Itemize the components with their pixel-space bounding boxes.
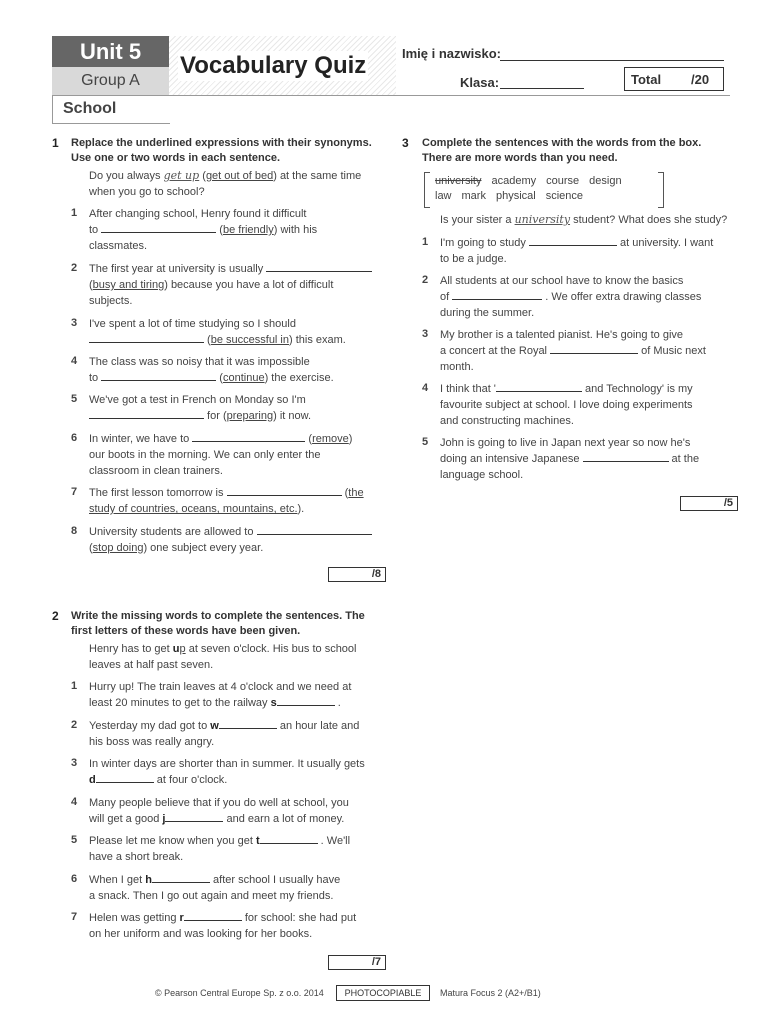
ex2-item-number: 6: [71, 873, 78, 885]
answer-gap[interactable]: [152, 872, 210, 883]
ex1-item-1: After changing school, Henry found it difficult to (be friendly) with his classmates.: [89, 208, 318, 252]
answer-gap[interactable]: [101, 370, 216, 381]
answer-gap[interactable]: [96, 772, 154, 783]
ex3-item-number: 3: [422, 328, 429, 340]
ex1-item-number: 4: [71, 355, 78, 367]
answer-gap[interactable]: [257, 524, 372, 535]
ex1-item-number: 7: [71, 486, 78, 498]
ex3-item-number: 1: [422, 236, 429, 248]
answer-gap[interactable]: [496, 381, 582, 392]
photocopiable-badge: PHOTOCOPIABLE: [336, 985, 430, 1001]
answer-gap[interactable]: [452, 289, 542, 300]
answer-gap[interactable]: [266, 261, 372, 272]
ex1-item-5: We've got a test in French on Monday so I'm for (preparing) it now.: [89, 394, 312, 422]
word-box: [424, 172, 664, 208]
ex2-item-3: In winter days are shorter than in summer. It usually gets d at four o'clock.: [89, 758, 365, 786]
group-label: Group A: [52, 67, 169, 95]
answer-gap[interactable]: [529, 235, 617, 246]
ex1-instruction: Replace the underlined expressions with their synonyms. Use one or two words in each sentence.: [71, 137, 372, 164]
ex3-item-1: I'm going to study at university. I want to be a judge.: [440, 237, 714, 265]
ex1-example: Do you always get up (get out of bed) at the same time when you go to school?: [89, 169, 362, 198]
ex2-instruction: Write the missing words to complete the sentences. The first letters of these words have been given.: [71, 610, 365, 637]
answer-gap[interactable]: [89, 332, 204, 343]
answer-gap[interactable]: [550, 343, 638, 354]
ex1-item-8: University students are allowed to (stop doing) one subject every year.: [89, 524, 372, 556]
page-title: Vocabulary Quiz: [180, 52, 367, 79]
ex3-item-number: 2: [422, 274, 429, 286]
ex2-item-1: Hurry up! The train leaves at 4 o'clock and we need at least 20 minutes to get to the railway s .: [89, 681, 352, 709]
word-box-row-1: university academy course design: [435, 175, 622, 187]
ex2-item-4: Many people believe that if you do well at school, you will get a good j and earn a lot of money.: [89, 797, 349, 825]
class-field[interactable]: [500, 88, 584, 89]
answer-gap[interactable]: [583, 451, 669, 462]
ex1-number: 1: [52, 136, 59, 150]
answer-gap[interactable]: [260, 833, 318, 844]
ex1-item-number: 6: [71, 432, 78, 444]
word-box-row-2: law mark physical science: [435, 190, 584, 202]
answer-gap[interactable]: [277, 695, 335, 706]
ex2-item-number: 7: [71, 911, 78, 923]
ex1-item-number: 8: [71, 525, 78, 537]
ex3-item-number: 5: [422, 436, 429, 448]
topic-label: School: [63, 100, 117, 117]
ex2-number: 2: [52, 609, 59, 623]
ex2-item-6: When I get h after school I usually have a snack. Then I go out again and meet my friends.: [89, 874, 341, 902]
class-label: Klasa:: [460, 75, 500, 90]
answer-gap[interactable]: [89, 408, 204, 419]
ex1-item-number: 5: [71, 393, 78, 405]
ex2-item-5: Please let me know when you get t . We'll have a short break.: [89, 835, 351, 863]
ex2-item-number: 2: [71, 719, 78, 731]
ex2-item-7: Helen was getting r for school: she had put on her uniform and was looking for her books.: [89, 912, 357, 940]
ex1-item-number: 2: [71, 262, 78, 274]
ex2-item-number: 3: [71, 757, 78, 769]
name-field[interactable]: [500, 60, 724, 61]
name-label: Imię i nazwisko:: [402, 46, 501, 61]
ex3-item-number: 4: [422, 382, 429, 394]
copyright: © Pearson Central Europe Sp. z o.o. 2014: [155, 988, 324, 998]
ex2-item-number: 1: [71, 680, 78, 692]
ex3-example: Is your sister a university student? What does she study?: [440, 213, 728, 226]
ex3-instruction: Complete the sentences with the words from the box. There are more words than you need.: [422, 137, 702, 164]
ex1-item-6: In winter, we have to (remove) our boots in the morning. We can only enter the classroom in clean trainers.: [89, 433, 353, 477]
answer-gap[interactable]: [101, 222, 216, 233]
ex1-score: /8: [328, 567, 386, 582]
ex3-item-5: John is going to live in Japan next year so now he's doing an intensive Japanese at the language school.: [440, 437, 700, 481]
ex1-item-4: The class was so noisy that it was impossible to (continue) the exercise.: [89, 356, 334, 384]
ex2-item-2: Yesterday my dad got to w an hour late and his boss was really angry.: [89, 720, 360, 748]
ex1-item-number: 1: [71, 207, 78, 219]
ex1-item-number: 3: [71, 317, 78, 329]
total-label: Total: [631, 72, 662, 87]
ex3-item-2: All students at our school have to know the basics of . We offer extra drawing classes during the summer.: [440, 275, 702, 319]
ex3-item-3: My brother is a talented pianist. He's going to give a concert at the Royal of Music next month.: [440, 329, 706, 373]
course-name: Matura Focus 2 (A2+/B1): [440, 988, 541, 998]
ex1-item-2: The first year at university is usually (busy and tiring) because you have a lot of difficult subjects.: [89, 261, 372, 309]
ex3-score: /5: [680, 496, 738, 511]
word-box-left-bracket: [424, 172, 430, 208]
answer-gap[interactable]: [184, 910, 242, 921]
ex2-item-number: 4: [71, 796, 78, 808]
ex3-number: 3: [402, 136, 409, 150]
word-box-right-bracket: [658, 172, 664, 208]
ex2-score: /7: [328, 955, 386, 970]
ex2-example: Henry has to get up at seven o'clock. His bus to school leaves at half past seven.: [89, 643, 357, 671]
ex2-item-number: 5: [71, 834, 78, 846]
answer-gap[interactable]: [227, 485, 342, 496]
unit-label: Unit 5: [52, 36, 169, 67]
answer-gap[interactable]: [165, 811, 223, 822]
ex1-item-3: I've spent a lot of time studying so I should (be successful in) this exam.: [89, 318, 346, 346]
total-value: /20: [691, 72, 710, 87]
ex3-item-4: I think that ' and Technology' is my favourite subject at school. I love doing experiments and constructing machines.: [440, 383, 693, 427]
ex1-item-7: The first lesson tomorrow is (the study of countries, oceans, mountains, etc.).: [89, 487, 364, 515]
answer-gap[interactable]: [219, 718, 277, 729]
answer-gap[interactable]: [192, 431, 305, 442]
